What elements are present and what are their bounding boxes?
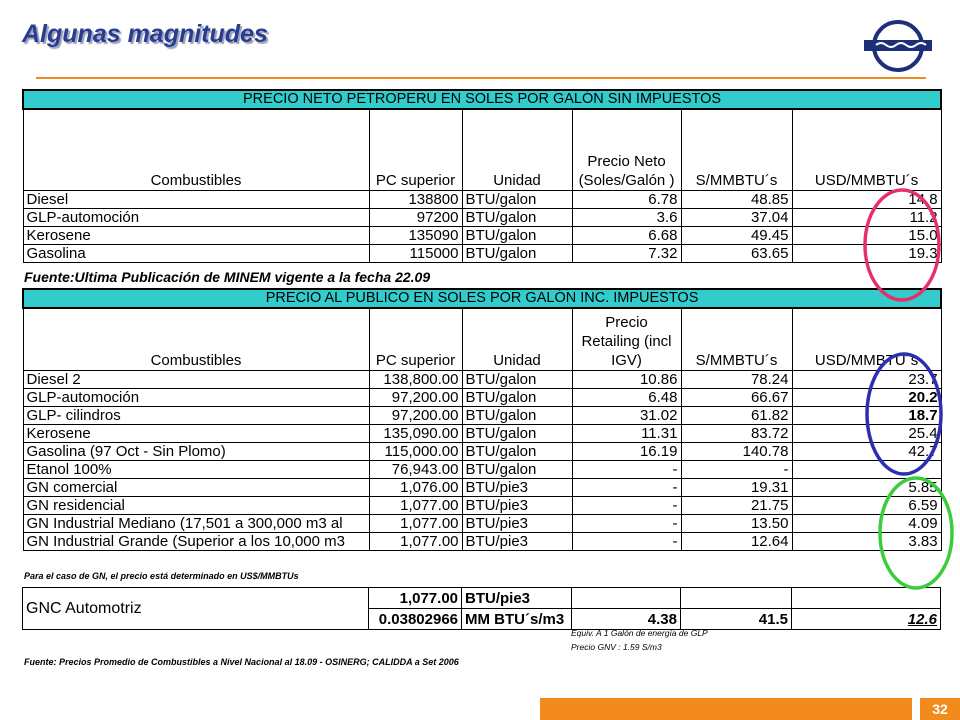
cell: BTU/pie3 (462, 496, 572, 514)
cell: 42.7 (792, 442, 941, 460)
cell: 25.4 (792, 424, 941, 442)
cell: GN residencial (23, 496, 369, 514)
cell (572, 588, 681, 609)
cell: 115,000.00 (369, 442, 462, 460)
cell: 5.85 (792, 478, 941, 496)
cell: 21.75 (681, 496, 792, 514)
gnv-price-note: Precio GNV : 1.59 S/m3 (571, 642, 662, 652)
cell: 76,943.00 (369, 460, 462, 478)
cell: 6.48 (572, 388, 681, 406)
cell: 140.78 (681, 442, 792, 460)
gnc-s-mmbtu: 41.5 (681, 609, 792, 630)
cell: Kerosene (23, 226, 369, 244)
cell: 4.09 (792, 514, 941, 532)
cell: 48.85 (681, 190, 792, 208)
cell: 18.7 (792, 406, 941, 424)
cell: 135,090.00 (369, 424, 462, 442)
equivalence-note: Equiv. A 1 Galón de energía de GLP (571, 628, 708, 638)
table-row (23, 442, 941, 460)
table2-header-price: Precio Retailing (incl IGV) (572, 308, 681, 370)
gnc-conversion: 0.03802966 (369, 609, 462, 630)
cell: 6.59 (792, 496, 941, 514)
cell: 6.78 (572, 190, 681, 208)
slide-title: Algunas magnitudes (22, 20, 268, 48)
cell: - (572, 460, 681, 478)
table-row (23, 460, 941, 478)
cell: 49.45 (681, 226, 792, 244)
cell: - (572, 496, 681, 514)
cell: 11.2 (792, 208, 941, 226)
cell: 83.72 (681, 424, 792, 442)
cell: BTU/galon (462, 370, 572, 388)
cell: 138,800.00 (369, 370, 462, 388)
table2-header-usd-mmbtu: USD/MMBTU´s (792, 308, 941, 370)
cell: 138800 (369, 190, 462, 208)
cell (681, 588, 792, 609)
cell: 19.3 (792, 244, 941, 262)
cell: - (572, 478, 681, 496)
table-row (23, 226, 941, 244)
cell: 7.32 (572, 244, 681, 262)
cell: 10.86 (572, 370, 681, 388)
retail-price-table (22, 288, 942, 551)
table-row (23, 478, 941, 496)
cell: 97200 (369, 208, 462, 226)
table1-header-price: Precio Neto (Soles/Galón ) (572, 109, 681, 190)
cell: 1,076.00 (369, 478, 462, 496)
cell: BTU/pie3 (462, 478, 572, 496)
cell: GLP- cilindros (23, 406, 369, 424)
gnc-unit: BTU/pie3 (462, 588, 572, 609)
cell: BTU/pie3 (462, 532, 572, 550)
cell: - (681, 460, 792, 478)
cell: 3.6 (572, 208, 681, 226)
cell: Gasolina (23, 244, 369, 262)
table-row (23, 496, 941, 514)
table1-header-usd-mmbtu: USD/MMBTU´s (792, 109, 941, 190)
company-logo-icon (862, 18, 934, 74)
cell: GN Industrial Mediano (17,501 a 300,000 m3 al (23, 514, 369, 532)
cell: BTU/galon (462, 442, 572, 460)
table-row (23, 190, 941, 208)
cell: 135090 (369, 226, 462, 244)
cell: 20.2 (792, 388, 941, 406)
cell (792, 588, 941, 609)
cell: 14.8 (792, 190, 941, 208)
cell: GLP-automoción (23, 208, 369, 226)
cell: 31.02 (572, 406, 681, 424)
cell (792, 460, 941, 478)
cell: BTU/galon (462, 424, 572, 442)
gn-price-note: Para el caso de GN, el precio está determinado en US$/MMBTUs (24, 571, 299, 581)
cell: 61.82 (681, 406, 792, 424)
cell: Gasolina (97 Oct - Sin Plomo) (23, 442, 369, 460)
cell: Diesel (23, 190, 369, 208)
cell: 115000 (369, 244, 462, 262)
footer-bar (540, 698, 912, 720)
table-row (23, 244, 941, 262)
table-row (23, 424, 941, 442)
gnc-pc: 1,077.00 (369, 588, 462, 609)
table2-banner: PRECIO AL PUBLICO EN SOLES POR GALÓN INC. IMPUESTOS (23, 289, 941, 308)
cell: - (572, 532, 681, 550)
cell: 1,077.00 (369, 496, 462, 514)
table1-header-unit: Unidad (462, 109, 572, 190)
cell: 1,077.00 (369, 514, 462, 532)
cell: BTU/galon (462, 190, 572, 208)
cell: 66.67 (681, 388, 792, 406)
table1-header-s-mmbtu: S/MMBTU´s (681, 109, 792, 190)
gnc-usd-mmbtu: 12.6 (792, 609, 941, 630)
cell: 1,077.00 (369, 532, 462, 550)
table1-header-fuel: Combustibles (23, 109, 369, 190)
table1-banner: PRECIO NETO PETROPERU EN SOLES POR GALÓN SIN IMPUESTOS (23, 90, 941, 109)
cell: GN Industrial Grande (Superior a los 10,000 m3 (23, 532, 369, 550)
table2-header-s-mmbtu: S/MMBTU´s (681, 308, 792, 370)
gnc-conversion-unit: MM BTU´s/m3 (462, 609, 572, 630)
table-row (23, 388, 941, 406)
cell: 19.31 (681, 478, 792, 496)
cell: 63.65 (681, 244, 792, 262)
table2-header-fuel: Combustibles (23, 308, 369, 370)
cell: BTU/galon (462, 406, 572, 424)
cell: 23.7 (792, 370, 941, 388)
cell: 16.19 (572, 442, 681, 460)
table2-header-unit: Unidad (462, 308, 572, 370)
cell: Kerosene (23, 424, 369, 442)
cell: BTU/galon (462, 226, 572, 244)
cell: Etanol 100% (23, 460, 369, 478)
cell: - (572, 514, 681, 532)
cell: 15.0 (792, 226, 941, 244)
cell: BTU/galon (462, 244, 572, 262)
cell: 37.04 (681, 208, 792, 226)
source-note-osinerg: Fuente: Precios Promedio de Combustibles a Nivel Nacional al 18.09 - OSINERG; CALIDDA a Set 2006 (24, 657, 459, 667)
cell: 97,200.00 (369, 406, 462, 424)
table-row (23, 514, 941, 532)
cell: BTU/galon (462, 208, 572, 226)
title-underline (36, 77, 926, 79)
cell: GN comercial (23, 478, 369, 496)
cell: BTU/pie3 (462, 514, 572, 532)
table2-header-pc: PC superior (369, 308, 462, 370)
cell: Diesel 2 (23, 370, 369, 388)
cell: BTU/galon (462, 460, 572, 478)
table-row (23, 406, 941, 424)
cell: 78.24 (681, 370, 792, 388)
table-row (23, 532, 941, 550)
page-number: 32 (920, 698, 960, 720)
cell: 11.31 (572, 424, 681, 442)
cell: 6.68 (572, 226, 681, 244)
source-note-minem: Fuente:Ultima Publicación de MINEM vigente a la fecha 22.09 (24, 269, 431, 285)
gnc-table (22, 587, 941, 630)
cell: BTU/galon (462, 388, 572, 406)
cell: 13.50 (681, 514, 792, 532)
cell: GLP-automoción (23, 388, 369, 406)
table-row (23, 208, 941, 226)
table-row (23, 370, 941, 388)
cell: 12.64 (681, 532, 792, 550)
table1-header-pc: PC superior (369, 109, 462, 190)
cell: 97,200.00 (369, 388, 462, 406)
gnc-price: 4.38 (572, 609, 681, 630)
gnc-label: GNC Automotriz (23, 588, 369, 630)
cell: 3.83 (792, 532, 941, 550)
net-price-table (22, 89, 942, 263)
